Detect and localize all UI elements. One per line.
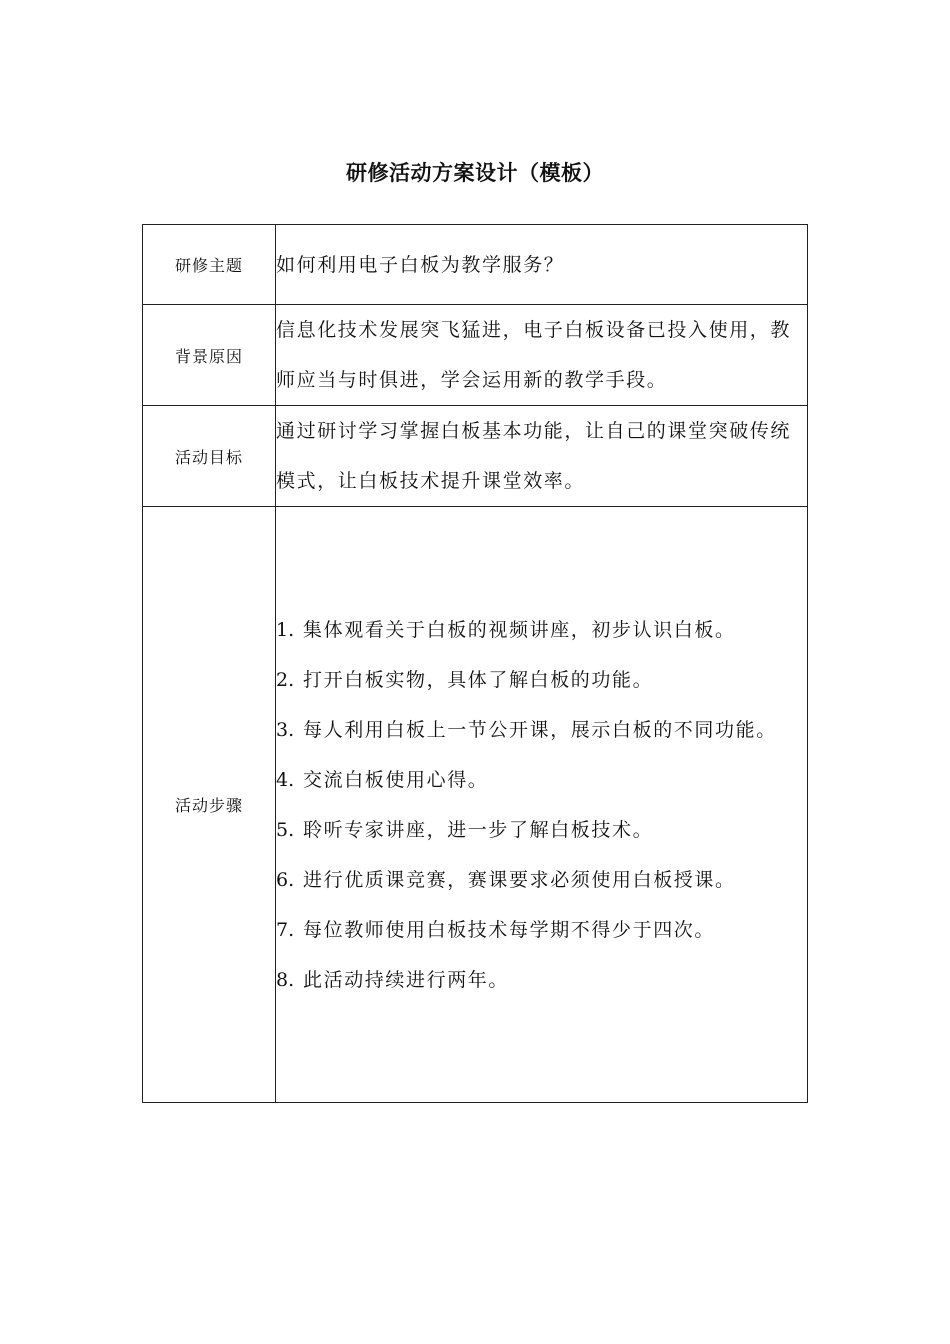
step-number: 5. xyxy=(276,818,295,841)
row-content-steps xyxy=(276,507,808,1103)
step-text: 打开白板实物，具体了解白板的功能。 xyxy=(303,668,654,691)
list-item xyxy=(276,855,807,905)
step-text: 每人利用白板上一节公开课，展示白板的不同功能。 xyxy=(303,718,777,741)
list-item xyxy=(276,905,807,955)
list-item xyxy=(276,605,807,655)
list-item xyxy=(276,955,807,1005)
plan-table xyxy=(142,224,808,1103)
step-number: 1. xyxy=(276,618,295,641)
step-text: 聆听专家讲座，进一步了解白板技术。 xyxy=(303,818,654,841)
row-content-theme: 如何利用电子白板为教学服务？ xyxy=(276,225,808,305)
step-text: 集体观看关于白板的视频讲座，初步认识白板。 xyxy=(303,618,736,641)
step-number: 8. xyxy=(276,968,295,991)
row-label-theme: 研修主题 xyxy=(143,225,276,305)
table-row-goal xyxy=(143,406,808,507)
list-item xyxy=(276,655,807,705)
row-content-background: 信息化技术发展突飞猛进，电子白板设备已投入使用，教师应当与时俱进，学会运用新的教学手段。 xyxy=(276,305,808,406)
table-row-steps xyxy=(143,507,808,1103)
row-label-background: 背景原因 xyxy=(143,305,276,406)
step-text: 每位教师使用白板技术每学期不得少于四次。 xyxy=(303,918,716,941)
step-text: 此活动持续进行两年。 xyxy=(303,968,510,991)
row-label-steps: 活动步骤 xyxy=(143,507,276,1103)
table-row-theme xyxy=(143,225,808,305)
list-item xyxy=(276,805,807,855)
step-number: 3. xyxy=(276,718,295,741)
step-number: 6. xyxy=(276,868,295,891)
step-number: 4. xyxy=(276,768,295,791)
steps-list xyxy=(276,605,807,1005)
step-text: 进行优质课竞赛，赛课要求必须使用白板授课。 xyxy=(303,868,736,891)
row-label-goal: 活动目标 xyxy=(143,406,276,507)
document-title: 研修活动方案设计（模板） xyxy=(346,160,604,185)
list-item xyxy=(276,755,807,805)
row-content-goal: 通过研讨学习掌握白板基本功能，让自己的课堂突破传统模式，让白板技术提升课堂效率。 xyxy=(276,406,808,507)
step-number: 2. xyxy=(276,668,295,691)
step-number: 7. xyxy=(276,918,295,941)
list-item xyxy=(276,705,807,755)
step-text: 交流白板使用心得。 xyxy=(303,768,489,791)
table-row-background xyxy=(143,305,808,406)
